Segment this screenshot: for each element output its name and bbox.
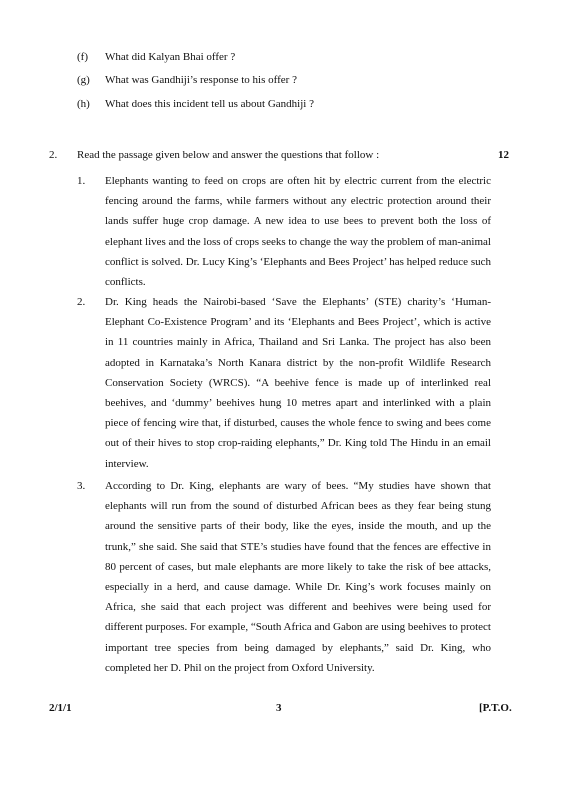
- paragraph-text: Elephants wanting to feed on crops are often hit by electric current from the electric fencing around the farms, while farmers without any electric protection around their lands suffer huge crop damage. A new idea to use bees to prevent both the loss of elephant lives and the loss of crops seeks to change the way the problem of man-animal conflict is solved. Dr. Lucy King’s ‘Elephants and Bees Project’ has helped reduce such conflicts.: [105, 175, 491, 289]
- footer-code: 2/1/1: [49, 702, 72, 714]
- question-text: What did Kalyan Bhai offer ?: [105, 51, 236, 63]
- footer-pto: [P.T.O.: [479, 702, 512, 714]
- paragraph-number: 2.: [77, 296, 86, 308]
- paragraph-text: According to Dr. King, elephants are wary of bees. “My studies have shown that elephants will run from the sound of disturbed African bees as they fear being stung around the sensitive parts of their body, like the eyes, inside the mouth, and up the trunk,” she said. She said that STE’s studies have found that the fences are effective in 80 percent of cases, but male elephants are more likely to take the risk of bee attacks, especially in a herd, and cause damage. While Dr. King’s work focuses mainly on Africa, she said that each project was different and beehives were being used for different purposes. For example, “South Africa and Gabon are using beehives to protect important tree species from being damaged by elephants,” said Dr. King, who completed her D. Phil on the project from Oxford University.: [105, 480, 491, 674]
- question-label: (g): [77, 74, 90, 86]
- section-instruction: Read the passage given below and answer the questions that follow :: [77, 149, 380, 161]
- question-text: What was Gandhiji’s response to his offer ?: [105, 74, 297, 86]
- question-label: (h): [77, 98, 90, 110]
- paragraph-number: 1.: [77, 175, 86, 187]
- question-label: (f): [77, 51, 88, 63]
- question-text: What does this incident tell us about Gandhiji ?: [105, 98, 314, 110]
- section-number: 2.: [49, 149, 58, 161]
- paragraph-text: Dr. King heads the Nairobi-based ‘Save the Elephants’ (STE) charity’s ‘Human-Elephant Co-Existence Program’ and its ‘Elephants and Bees Project’, which is active in 11 countries mainly in Africa, Thailand and Sri Lanka. The project has also been adopted in Karnataka’s North Kanara district by the non-profit Wildlife Research Conservation Society (WRCS). “A beehive fence is made up of interlinked real beehives, and ‘dummy’ beehives hung 10 metres apart and interlinked with a plain piece of fencing wire that, if disturbed, causes the whole fence to swing and bees come out of their hives to stop crop-raiding elephants,” Dr. King told The Hindu in an email interview.: [105, 296, 491, 470]
- paragraph-number: 3.: [77, 480, 86, 492]
- section-marks: 12: [498, 149, 509, 161]
- page-number: 3: [276, 702, 282, 714]
